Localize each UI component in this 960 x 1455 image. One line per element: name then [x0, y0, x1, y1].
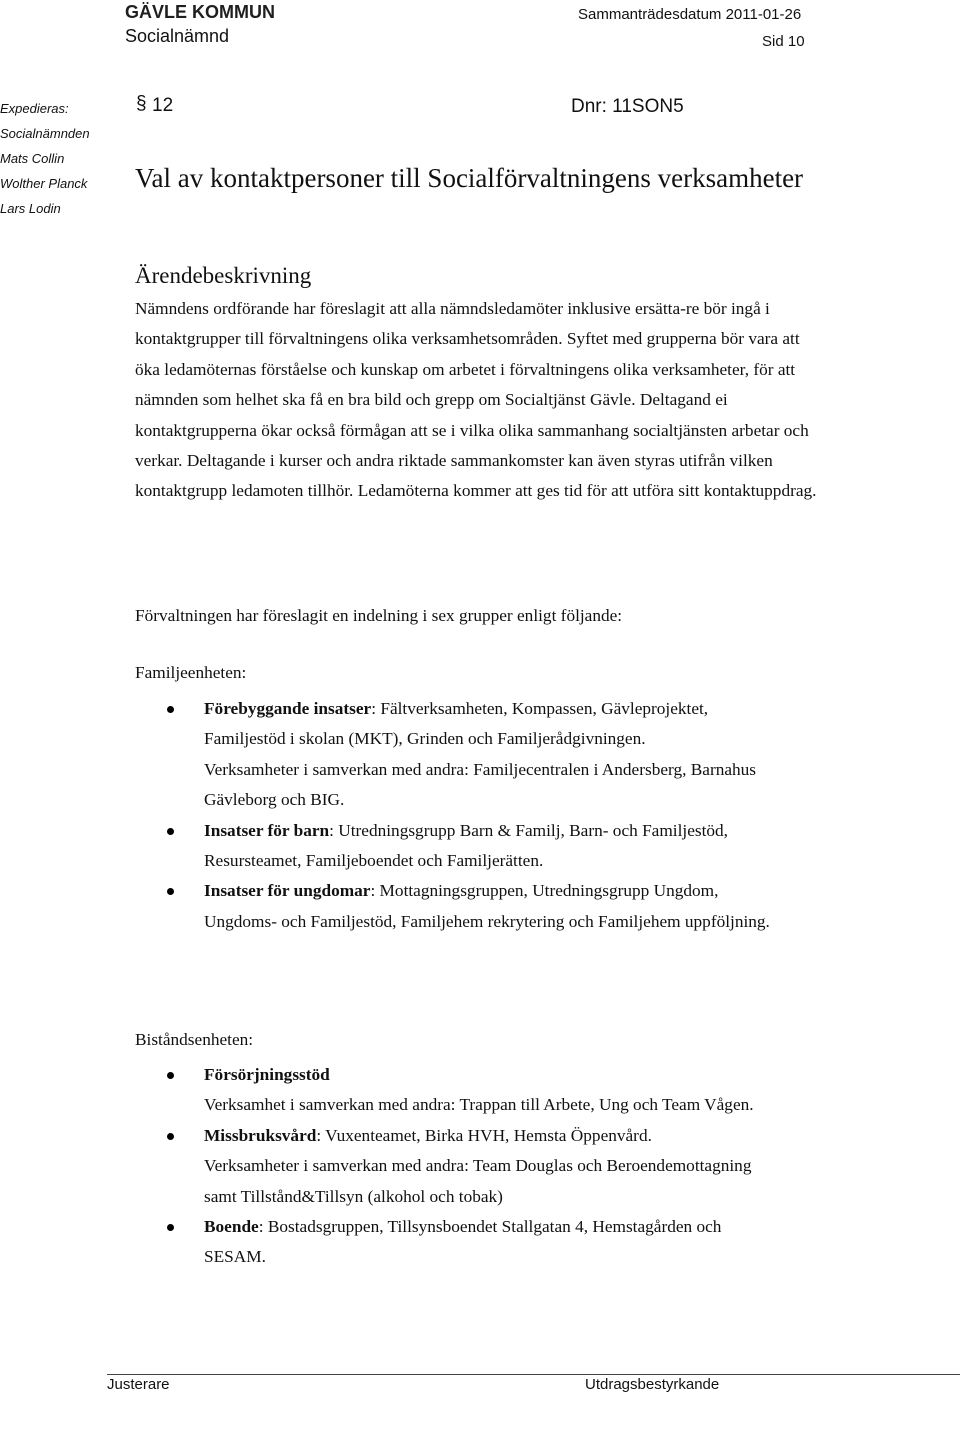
group-list [135, 1060, 775, 1273]
item-extra: Verksamheter i samverkan med andra: Familjecentralen i Andersberg, Barnahus Gävleborg och BIG. [204, 759, 757, 810]
meeting-date: Sammanträdesdatum 2011-01-26 [578, 6, 802, 23]
bullet-icon [167, 1072, 174, 1079]
bullet-icon [167, 888, 174, 895]
adjuster-label: Justerare [107, 1376, 170, 1393]
group-list [135, 694, 775, 937]
item-label: Insatser för barn [204, 820, 330, 840]
list-item [135, 1060, 775, 1121]
group-label: Biståndsenheten: [135, 1030, 254, 1049]
item-label: Insatser för ungdomar [204, 881, 371, 901]
distribution-recipient: Wolther Planck [0, 176, 88, 191]
bullet-icon [167, 1224, 174, 1231]
list-item [135, 1121, 775, 1212]
item-label: Boende [204, 1217, 259, 1237]
section-heading: Ärendebeskrivning [135, 263, 312, 288]
item-title: Val av kontaktpersoner till Socialförvaltningens verksamheter [135, 163, 804, 193]
distribution-label: Expedieras: [0, 101, 69, 116]
item-label: Förebyggande insatser [204, 699, 372, 718]
item-label: Missbruksvård [204, 1125, 317, 1145]
item-text: : Mottagningsgruppen, Utredningsgrupp Ungdom, Ungdoms- och Familjestöd, Familjehem rekrytering och Familjehem uppföljning. [204, 881, 770, 931]
list-item [135, 694, 775, 816]
item-number: 12 [152, 95, 174, 116]
group-label: Familjeenheten: [135, 663, 247, 682]
section-sign: § [136, 93, 147, 114]
item-extra: Verksamheter i samverkan med andra: Team Douglas och Beroendemottagning samt Tillstånd&Tillsyn (alkohol och tobak) [204, 1156, 752, 1206]
item-label: Försörjningsstöd [204, 1065, 330, 1084]
organization-name: GÄVLE KOMMUN [125, 2, 275, 22]
list-item [135, 1212, 775, 1273]
item-text: : Vuxenteamet, Birka HVH, Hemsta Öppenvård. [316, 1125, 652, 1145]
description-paragraph: Nämndens ordförande har föreslagit att alla nämndsledamöter inklusive ersätta-re bör ingå i kontaktgrupper till förvaltningens olika verksamhetsområden. Syftet med grupperna bör vara att öka ledamöternas förståelse och kunskap om arbetet i förvaltningens olika verksamheter, för att nämnden som helhet ska få en bra bild och grepp om Socialtjänst Gävle. Deltagand ei kontaktgrupperna ökar också förmågan att se i vilka olika sammanhang socialtjänsten arbetar och verkar. Deltagande i kurser och andra riktade sammankomster kan även styras utifrån vilken kontaktgrupp ledamoten tillhör. Ledamöterna kommer att ges tid för att utföra sitt kontaktuppdrag. [135, 299, 817, 501]
item-text: : Fältverksamheten, Kompassen, Gävleprojektet, Familjestöd i skolan (MKT), Grinden och Familjerådgivningen. [204, 699, 709, 749]
intro-paragraph: Förvaltningen har föreslagit en indelning i sex grupper enligt följande: [135, 606, 623, 625]
distribution-recipient: Mats Collin [0, 151, 65, 166]
bullet-icon [167, 706, 174, 713]
item-extra: Verksamhet i samverkan med andra: Trappan till Arbete, Ung och Team Vågen. [204, 1095, 754, 1115]
diary-number: Dnr: 11SON5 [571, 96, 684, 117]
item-text: : Bostadsgruppen, Tillsynsboendet Stallgatan 4, Hemstagården och SESAM. [204, 1217, 722, 1267]
committee-name: Socialnämnd [125, 26, 230, 46]
footer-divider [107, 1374, 960, 1375]
bullet-icon [167, 1133, 174, 1140]
list-item [135, 816, 775, 877]
distribution-recipient: Socialnämnden [0, 126, 90, 141]
distribution-recipient: Lars Lodin [0, 201, 61, 216]
certification-label: Utdragsbestyrkande [585, 1376, 720, 1393]
page-number: Sid 10 [762, 33, 805, 50]
list-item [135, 876, 775, 937]
bullet-icon [167, 828, 174, 835]
item-text: : Utredningsgrupp Barn & Familj, Barn- och Familjestöd, Resursteamet, Familjeboendet och Familjerätten. [204, 820, 729, 871]
